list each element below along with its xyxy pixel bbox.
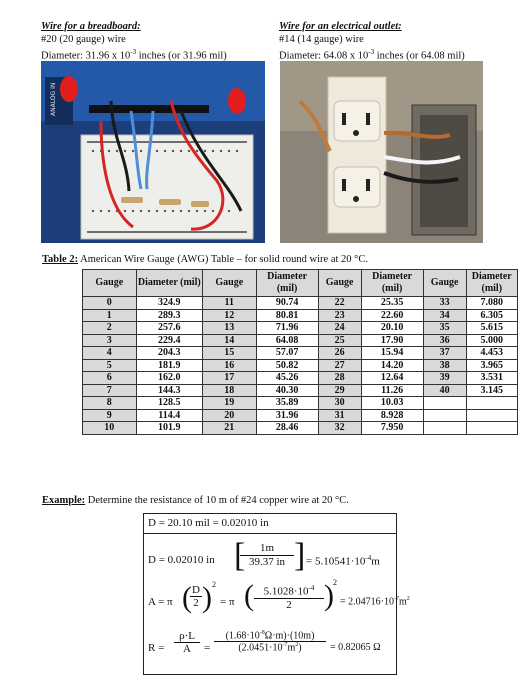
header-gauge: Gauge xyxy=(83,270,137,297)
table-row xyxy=(83,359,518,372)
table-row xyxy=(83,422,518,435)
diameter-cell: 3.531 xyxy=(466,372,517,385)
table-row xyxy=(83,409,518,422)
diameter-cell: 80.81 xyxy=(256,309,318,322)
gauge-cell: 15 xyxy=(202,347,256,360)
breadboard-photo xyxy=(41,61,265,243)
gauge-cell: 25 xyxy=(318,334,361,347)
board-side-label: ANALOG IN xyxy=(50,82,57,116)
gauge-cell: 14 xyxy=(202,334,256,347)
diameter-cell: 71.96 xyxy=(256,322,318,335)
table-header-row xyxy=(83,270,518,297)
diameter-cell: 114.4 xyxy=(136,409,202,422)
diameter-cell: 35.89 xyxy=(256,397,318,410)
gauge-cell xyxy=(423,409,466,422)
gauge-cell: 11 xyxy=(202,297,256,310)
gauge-cell: 30 xyxy=(318,397,361,410)
awg-table xyxy=(82,269,518,435)
gauge-cell: 33 xyxy=(423,297,466,310)
gauge-cell: 40 xyxy=(423,384,466,397)
gauge-cell: 5 xyxy=(83,359,137,372)
example-statement: Example: Determine the resistance of 10 m of #24 copper wire at 20 °C. xyxy=(42,495,349,506)
gauge-cell: 37 xyxy=(423,347,466,360)
gauge-cell: 20 xyxy=(202,409,256,422)
gauge-cell: 36 xyxy=(423,334,466,347)
resistance-line: R = xyxy=(148,642,165,654)
diameter-cell: 10.03 xyxy=(361,397,423,410)
diameter-cell: 17.90 xyxy=(361,334,423,347)
gauge-cell: 7 xyxy=(83,384,137,397)
header-gauge: Gauge xyxy=(202,270,256,297)
gauge-cell: 24 xyxy=(318,322,361,335)
breadboard-caption xyxy=(41,21,227,63)
gauge-cell: 17 xyxy=(202,372,256,385)
diameter-cell: 6.305 xyxy=(466,309,517,322)
diameter-cell: 11.26 xyxy=(361,384,423,397)
diameter-cell: 45.26 xyxy=(256,372,318,385)
diameter-cell: 7.950 xyxy=(361,422,423,435)
diameter-cell: 25.35 xyxy=(361,297,423,310)
gauge-cell: 22 xyxy=(318,297,361,310)
diameter-cell: 22.60 xyxy=(361,309,423,322)
outlet-caption-diameter: Diameter: 64.08 x $10^{-3}$ inches (or 64.08 mil) xyxy=(279,48,465,62)
table-title: Table 2: American Wire Gauge (AWG) Table – for solid round wire at 20 °C. xyxy=(42,254,368,265)
diameter-cell: 15.94 xyxy=(361,347,423,360)
table-row xyxy=(83,334,518,347)
diameter-cell: 14.20 xyxy=(361,359,423,372)
gauge-cell: 16 xyxy=(202,359,256,372)
diameter-cell: 28.46 xyxy=(256,422,318,435)
table-row xyxy=(83,372,518,385)
diameter-cell: 181.9 xyxy=(136,359,202,372)
diameter-cell: 8.928 xyxy=(361,409,423,422)
gauge-cell xyxy=(423,422,466,435)
outlet-caption xyxy=(279,21,465,63)
diameter-cell: 162.0 xyxy=(136,372,202,385)
header-diameter: Diameter (mil) xyxy=(136,270,202,297)
diameter-cell: 3.965 xyxy=(466,359,517,372)
diameter-cell xyxy=(466,409,517,422)
area-line: A = π xyxy=(148,596,173,608)
gauge-cell: 38 xyxy=(423,359,466,372)
header-diameter: Diameter (mil) xyxy=(256,270,318,297)
diameter-cell: 144.3 xyxy=(136,384,202,397)
table-row xyxy=(83,384,518,397)
diameter-cell: 101.9 xyxy=(136,422,202,435)
table-row xyxy=(83,347,518,360)
gauge-cell: 18 xyxy=(202,384,256,397)
gauge-cell: 34 xyxy=(423,309,466,322)
diameter-cell: 40.30 xyxy=(256,384,318,397)
diameter-mil-line: D = 20.10 mil = 0.02010 in xyxy=(148,517,269,529)
diameter-cell: 90.74 xyxy=(256,297,318,310)
diameter-cell: 3.145 xyxy=(466,384,517,397)
diameter-cell: 20.10 xyxy=(361,322,423,335)
gauge-cell: 23 xyxy=(318,309,361,322)
diameter-cell: 5.615 xyxy=(466,322,517,335)
diameter-cell xyxy=(466,422,517,435)
diameter-cell: 204.3 xyxy=(136,347,202,360)
outlet-photo xyxy=(280,61,483,243)
diameter-cell: 229.4 xyxy=(136,334,202,347)
gauge-cell: 4 xyxy=(83,347,137,360)
gauge-cell: 13 xyxy=(202,322,256,335)
breadboard-caption-diameter: Diameter: 31.96 x $10^{-3}$ inches (or 31.96 mil) xyxy=(41,48,227,62)
solution-box: D = 20.10 mil = 0.02010 in D = 0.02010 in 1m 39.37 in [ ] = $5.10541\cdot 10^{-4}m$ A = π ( D 2 ) 2 = π ( $5.1028\cdot 10^{-4}$ 2 ) 2 = $2.04716\cdot 10^{-7}m^2$ R = ρ·L A = $(1.68\cdot 10^{-8}\Omega\cdot m)\cdot(10m)$ $(2.0451\cdot 10^{-7}m^2)$ = 0.82065 Ω xyxy=(143,513,397,675)
diameter-cell: 4.453 xyxy=(466,347,517,360)
gauge-cell: 35 xyxy=(423,322,466,335)
table-row xyxy=(83,322,518,335)
diameter-cell: 289.3 xyxy=(136,309,202,322)
table-row xyxy=(83,309,518,322)
breadboard-caption-heading: Wire for a breadboard: xyxy=(41,21,141,32)
gauge-cell: 0 xyxy=(83,297,137,310)
gauge-cell: 10 xyxy=(83,422,137,435)
table-row xyxy=(83,297,518,310)
diameter-cell: 12.64 xyxy=(361,372,423,385)
diameter-cell: 128.5 xyxy=(136,397,202,410)
gauge-cell: 32 xyxy=(318,422,361,435)
table-row xyxy=(83,397,518,410)
gauge-cell: 19 xyxy=(202,397,256,410)
diameter-cell: 324.9 xyxy=(136,297,202,310)
gauge-cell: 39 xyxy=(423,372,466,385)
header-gauge: Gauge xyxy=(318,270,361,297)
gauge-cell: 12 xyxy=(202,309,256,322)
gauge-cell: 26 xyxy=(318,347,361,360)
outlet-caption-gauge: #14 (14 gauge) wire xyxy=(279,33,364,45)
diameter-cell: 64.08 xyxy=(256,334,318,347)
gauge-cell: 1 xyxy=(83,309,137,322)
header-gauge: Gauge xyxy=(423,270,466,297)
header-diameter: Diameter (mil) xyxy=(466,270,517,297)
diameter-inch-line: D = 0.02010 in xyxy=(148,554,215,566)
gauge-cell: 28 xyxy=(318,372,361,385)
gauge-cell: 27 xyxy=(318,359,361,372)
gauge-cell: 3 xyxy=(83,334,137,347)
diameter-cell xyxy=(466,397,517,410)
diameter-cell: 5.000 xyxy=(466,334,517,347)
gauge-cell: 21 xyxy=(202,422,256,435)
diameter-cell: 50.82 xyxy=(256,359,318,372)
diameter-cell: 57.07 xyxy=(256,347,318,360)
gauge-cell: 8 xyxy=(83,397,137,410)
header-diameter: Diameter (mil) xyxy=(361,270,423,297)
gauge-cell: 29 xyxy=(318,384,361,397)
gauge-cell xyxy=(423,397,466,410)
gauge-cell: 6 xyxy=(83,372,137,385)
outlet-caption-heading: Wire for an electrical outlet: xyxy=(279,21,402,32)
gauge-cell: 9 xyxy=(83,409,137,422)
gauge-cell: 2 xyxy=(83,322,137,335)
breadboard-caption-gauge: #20 (20 gauge) wire xyxy=(41,33,126,45)
diameter-cell: 257.6 xyxy=(136,322,202,335)
gauge-cell: 31 xyxy=(318,409,361,422)
diameter-cell: 7.080 xyxy=(466,297,517,310)
diameter-cell: 31.96 xyxy=(256,409,318,422)
